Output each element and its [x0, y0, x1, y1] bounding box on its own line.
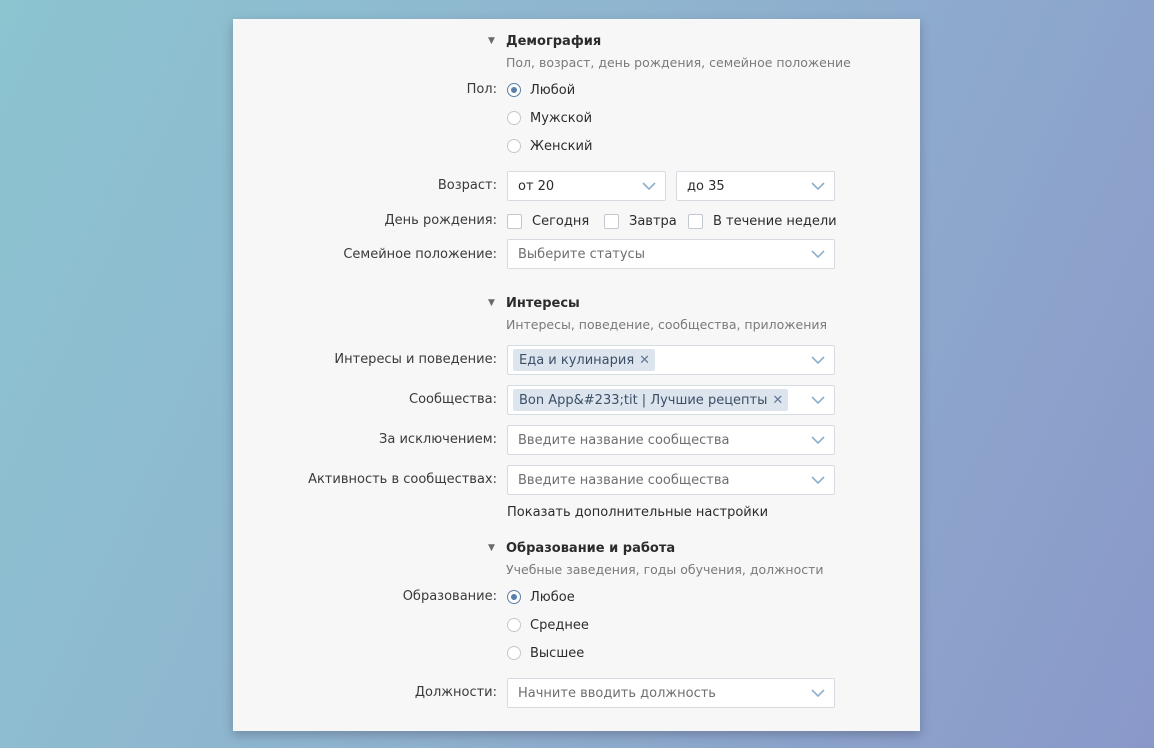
chevron-down-icon: [811, 688, 825, 698]
family-status-select[interactable]: [507, 239, 835, 269]
interests-behavior-select[interactable]: [507, 345, 835, 375]
checkbox-label: В течение недели: [713, 213, 837, 229]
radio-button[interactable]: [507, 111, 521, 125]
selected-token: [513, 349, 655, 371]
chevron-down-icon: [811, 435, 825, 445]
section-title: Интересы: [506, 296, 580, 311]
communities-label: Сообщества:: [409, 392, 497, 407]
close-icon[interactable]: ✕: [772, 392, 784, 408]
radio-label: Женский: [530, 138, 593, 154]
checkbox-label: Сегодня: [532, 213, 590, 229]
select-value: до 35: [687, 178, 725, 194]
age-to-select[interactable]: [676, 171, 835, 201]
education-option-any[interactable]: [507, 589, 575, 605]
radio-button[interactable]: [507, 618, 521, 632]
birthday-today-checkbox[interactable]: [507, 213, 589, 229]
positions-label: Должности:: [414, 685, 497, 700]
gender-label: Пол:: [466, 82, 497, 97]
radio-button[interactable]: [507, 646, 521, 660]
section-title: Демография: [506, 34, 602, 49]
gender-option-female[interactable]: [507, 138, 592, 154]
radio-label: Мужской: [530, 110, 593, 126]
show-more-settings-link[interactable]: Показать дополнительные настройки: [507, 505, 769, 520]
section-subtitle: Пол, возраст, день рождения, семейное положение: [506, 55, 851, 70]
gender-option-any[interactable]: [507, 82, 575, 98]
chevron-down-icon: [811, 355, 825, 365]
age-label: Возраст:: [437, 178, 497, 193]
activity-communities-select[interactable]: [507, 465, 835, 495]
close-icon[interactable]: ✕: [639, 352, 651, 368]
positions-select[interactable]: [507, 678, 835, 708]
section-title: Образование и работа: [506, 541, 676, 556]
triangle-down-icon[interactable]: ▼: [488, 543, 495, 553]
chevron-down-icon: [811, 475, 825, 485]
education-option-higher[interactable]: [507, 645, 584, 661]
age-from-select[interactable]: [507, 171, 666, 201]
triangle-down-icon[interactable]: ▼: [488, 36, 495, 46]
radio-button[interactable]: [507, 139, 521, 153]
section-subtitle: Интересы, поведение, сообщества, приложения: [506, 317, 828, 332]
section-subtitle: Учебные заведения, годы обучения, должности: [506, 562, 824, 577]
radio-button[interactable]: [507, 590, 521, 604]
triangle-down-icon[interactable]: ▼: [488, 298, 495, 308]
radio-label: Высшее: [530, 645, 585, 661]
interests-behavior-label: Интересы и поведение:: [334, 352, 497, 367]
checkbox[interactable]: [604, 214, 619, 229]
except-label: За исключением:: [379, 432, 497, 447]
gender-option-male[interactable]: [507, 110, 592, 126]
except-communities-select[interactable]: [507, 425, 835, 455]
chevron-down-icon: [811, 249, 825, 259]
checkbox[interactable]: [688, 214, 703, 229]
birthday-week-checkbox[interactable]: [688, 213, 837, 229]
select-placeholder: Введите название сообщества: [518, 472, 730, 488]
radio-label: Любое: [530, 589, 575, 605]
family-label: Семейное положение:: [343, 247, 497, 262]
communities-select[interactable]: [507, 385, 835, 415]
education-option-secondary[interactable]: [507, 617, 589, 633]
birthday-tomorrow-checkbox[interactable]: [604, 213, 677, 229]
radio-button[interactable]: [507, 83, 521, 97]
checkbox-label: Завтра: [629, 213, 677, 229]
education-label: Образование:: [402, 589, 497, 604]
radio-label: Среднее: [530, 617, 589, 633]
select-placeholder: Введите название сообщества: [518, 432, 730, 448]
select-placeholder: Выберите статусы: [518, 246, 645, 262]
selected-token: [513, 389, 788, 411]
token-label: Еда и кулинария: [519, 352, 635, 368]
chevron-down-icon: [811, 395, 825, 405]
select-placeholder: Начните вводить должность: [518, 685, 716, 701]
select-value: от 20: [518, 178, 555, 194]
chevron-down-icon: [642, 181, 656, 191]
targeting-panel: [233, 19, 920, 731]
checkbox[interactable]: [507, 214, 522, 229]
birthday-label: День рождения:: [384, 213, 497, 228]
token-label: Bon App&#233;tit | Лучшие рецепты: [519, 392, 768, 408]
activity-label: Активность в сообществах:: [308, 472, 497, 487]
radio-label: Любой: [530, 82, 576, 98]
chevron-down-icon: [811, 181, 825, 191]
